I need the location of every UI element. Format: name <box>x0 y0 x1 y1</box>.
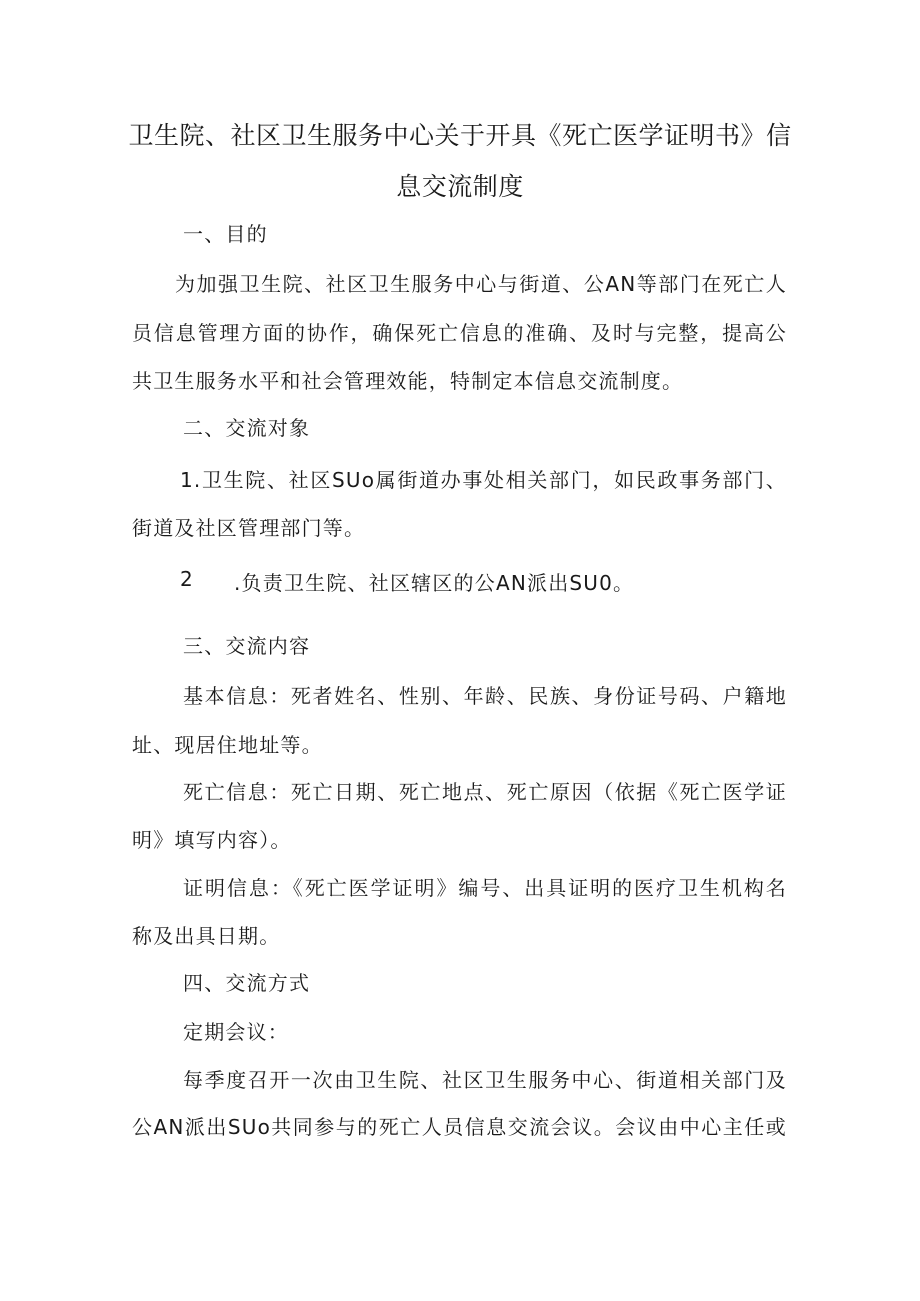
basic-info-line-1: 基本信息：死者姓名、性别、年龄、民族、身份证号码、户籍地 <box>183 684 787 708</box>
section-1-paragraph-line-2: 员信息管理方面的协作，确保死亡信息的准确、及时与完整，提高公 <box>132 321 787 345</box>
section-1-heading: 一、目的 <box>183 222 268 246</box>
list-item-2-number: 2 <box>180 567 194 591</box>
section-2-heading: 二、交流对象 <box>183 416 311 440</box>
document-title-line-2: 息交流制度 <box>396 172 524 201</box>
death-info-line-2: 明》填写内容）。 <box>132 828 292 852</box>
section-1-paragraph-line-1: 为加强卫生院、社区卫生服务中心与街道、公AN等部门在死亡人 <box>175 272 787 296</box>
basic-info-line-2: 址、现居住地址等。 <box>132 733 323 757</box>
list-item-2-text: .负责卫生院、社区辖区的公AN派出SU0。 <box>234 571 635 595</box>
meeting-paragraph-line-1: 每季度召开一次由卫生院、社区卫生服务中心、街道相关部门及 <box>183 1068 787 1092</box>
death-info-line-1: 死亡信息：死亡日期、死亡地点、死亡原因（依据《死亡医学证 <box>183 780 787 804</box>
section-1-paragraph-line-3: 共卫生服务水平和社会管理效能，特制定本信息交流制度。 <box>132 369 684 393</box>
certificate-info-line-1: 证明信息：《死亡医学证明》编号、出具证明的医疗卫生机构名 <box>183 876 787 900</box>
document-title-line-1: 卫生院、社区卫生服务中心关于开具《死亡医学证明书》信 <box>128 121 792 150</box>
list-item-1-line-1: 1.卫生院、社区SUo属街道办事处相关部门，如民政事务部门、 <box>180 468 787 492</box>
list-item-1-line-2: 街道及社区管理部门等。 <box>132 516 366 540</box>
meeting-paragraph-line-2: 公AN派出SUo共同参与的死亡人员信息交流会议。会议由中心主任或 <box>132 1115 787 1139</box>
section-3-heading: 三、交流内容 <box>183 634 311 658</box>
section-4-heading: 四、交流方式 <box>183 971 311 995</box>
regular-meeting-label: 定期会议： <box>183 1020 289 1044</box>
certificate-info-line-2: 称及出具日期。 <box>132 924 281 948</box>
